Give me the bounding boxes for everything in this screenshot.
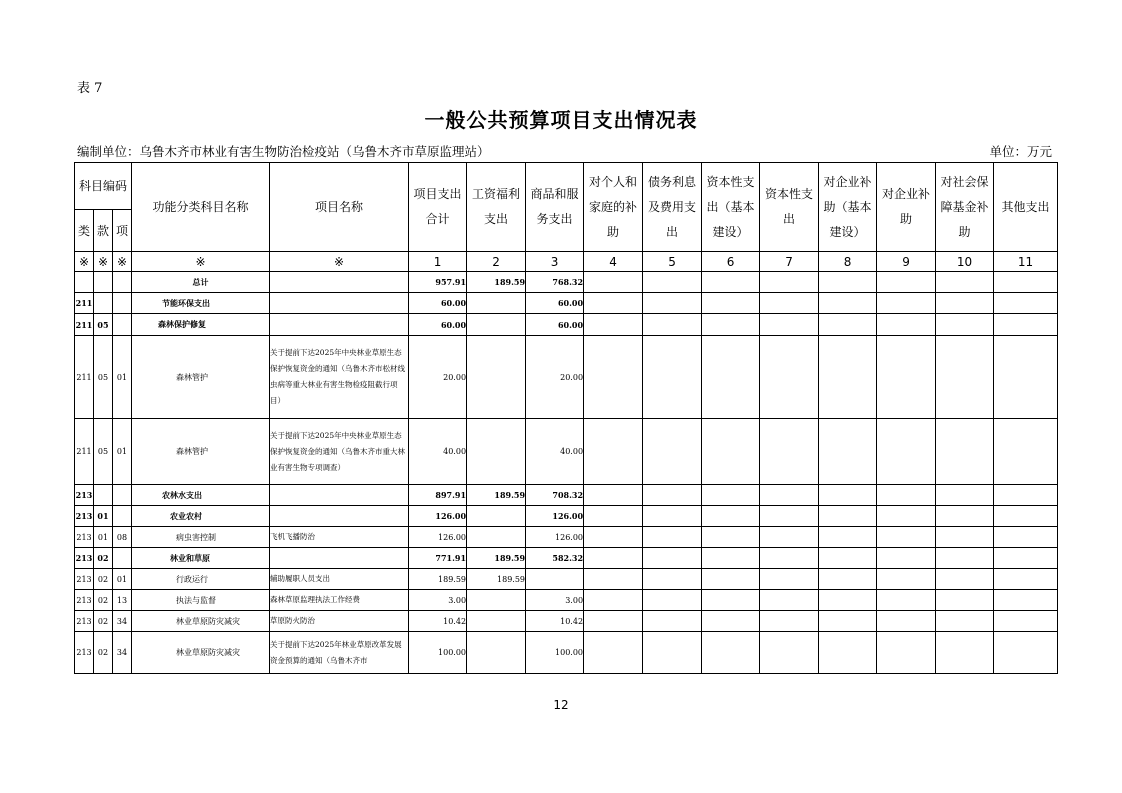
empty-amount-cell: [877, 314, 936, 336]
col-number: 6: [702, 252, 760, 272]
kuan-cell: 02: [94, 548, 113, 569]
empty-amount-cell: [994, 272, 1058, 293]
function-name-cell: 执法与监督: [132, 590, 270, 611]
empty-amount-cell: [702, 336, 760, 419]
column-number-row: [75, 252, 1058, 272]
wages-cell: [467, 506, 526, 527]
total-cell: 10.42: [409, 611, 467, 632]
total-cell: 957.91: [409, 272, 467, 293]
empty-amount-cell: [994, 506, 1058, 527]
empty-amount-cell: [760, 485, 819, 506]
mark-cell: ※: [75, 252, 94, 272]
empty-amount-cell: [819, 569, 877, 590]
empty-amount-cell: [760, 632, 819, 674]
empty-amount-cell: [702, 632, 760, 674]
table-row: [75, 590, 1058, 611]
xiang-cell: [113, 272, 132, 293]
empty-amount-cell: [819, 314, 877, 336]
empty-amount-cell: [702, 314, 760, 336]
empty-amount-cell: [936, 632, 994, 674]
empty-amount-cell: [643, 485, 702, 506]
xiang-cell: [113, 548, 132, 569]
xiang-cell: [113, 506, 132, 527]
lei-cell: 213: [75, 611, 94, 632]
kuan-cell: 05: [94, 419, 113, 485]
lei-cell: 211: [75, 314, 94, 336]
lei-cell: 213: [75, 527, 94, 548]
function-name-cell: 行政运行: [132, 569, 270, 590]
wages-cell: [467, 611, 526, 632]
project-name-cell: 森林草原监理执法工作经费: [270, 590, 409, 611]
project-name-cell: 辅助履职人员支出: [270, 569, 409, 590]
function-name-cell: 森林保护修复: [132, 314, 270, 336]
lei-cell: [75, 272, 94, 293]
project-name-cell: [270, 314, 409, 336]
empty-amount-cell: [584, 590, 643, 611]
col-other-header: 其他支出: [994, 163, 1058, 252]
project-name-cell: 草原防火防治: [270, 611, 409, 632]
empty-amount-cell: [702, 527, 760, 548]
empty-amount-cell: [994, 548, 1058, 569]
empty-amount-cell: [760, 548, 819, 569]
currency-unit: 单位：万元: [989, 144, 1052, 159]
empty-amount-cell: [643, 336, 702, 419]
goods-services-cell: 10.42: [526, 611, 584, 632]
empty-amount-cell: [877, 506, 936, 527]
empty-amount-cell: [702, 569, 760, 590]
function-name-cell: 林业和草原: [132, 548, 270, 569]
goods-services-cell: 40.00: [526, 419, 584, 485]
empty-amount-cell: [584, 485, 643, 506]
empty-amount-cell: [877, 590, 936, 611]
kuan-cell: [94, 272, 113, 293]
function-name-cell: 林业草原防灾减灾: [132, 632, 270, 674]
lei-cell: 213: [75, 632, 94, 674]
table-row: [75, 336, 1058, 419]
lei-cell: 211: [75, 336, 94, 419]
kuan-cell: 05: [94, 314, 113, 336]
empty-amount-cell: [877, 548, 936, 569]
kuan-cell: 02: [94, 632, 113, 674]
empty-amount-cell: [760, 590, 819, 611]
goods-services-cell: 60.00: [526, 314, 584, 336]
empty-amount-cell: [819, 527, 877, 548]
goods-services-cell: 60.00: [526, 293, 584, 314]
empty-amount-cell: [584, 506, 643, 527]
col-debt-interest-header: 债务利息及费用支出: [643, 163, 702, 252]
goods-services-cell: 20.00: [526, 336, 584, 419]
table-row: [75, 293, 1058, 314]
project-name-cell: [270, 272, 409, 293]
wages-cell: [467, 314, 526, 336]
lei-header: 类: [75, 210, 94, 252]
col-wages-header: 工资福利支出: [467, 163, 526, 252]
empty-amount-cell: [584, 336, 643, 419]
empty-amount-cell: [643, 527, 702, 548]
function-name-cell: 林业草原防灾减灾: [132, 611, 270, 632]
function-name-cell: 总计: [132, 272, 270, 293]
empty-amount-cell: [936, 272, 994, 293]
xiang-cell: [113, 314, 132, 336]
empty-amount-cell: [994, 611, 1058, 632]
empty-amount-cell: [994, 293, 1058, 314]
project-name-cell: 关于提前下达2025年中央林业草原生态保护恢复资金的通知（乌鲁木齐市松材线虫病等重大林业有害生物检疫阻截行项目）: [270, 336, 409, 419]
function-name-cell: 森林管护: [132, 336, 270, 419]
empty-amount-cell: [994, 527, 1058, 548]
empty-amount-cell: [584, 527, 643, 548]
table-row: [75, 485, 1058, 506]
xiang-cell: 34: [113, 611, 132, 632]
mark-cell: ※: [113, 252, 132, 272]
empty-amount-cell: [877, 527, 936, 548]
wages-cell: [467, 419, 526, 485]
empty-amount-cell: [643, 272, 702, 293]
empty-amount-cell: [819, 485, 877, 506]
empty-amount-cell: [819, 548, 877, 569]
xiang-cell: [113, 293, 132, 314]
total-cell: 60.00: [409, 293, 467, 314]
kuan-cell: 02: [94, 569, 113, 590]
table-row: [75, 506, 1058, 527]
subject-code-header: 科目编码: [75, 163, 132, 210]
col-capital-construction-header: 资本性支出（基本建设）: [702, 163, 760, 252]
table-row: [75, 272, 1058, 293]
empty-amount-cell: [819, 611, 877, 632]
empty-amount-cell: [936, 419, 994, 485]
total-cell: 60.00: [409, 314, 467, 336]
empty-amount-cell: [994, 314, 1058, 336]
total-cell: 40.00: [409, 419, 467, 485]
empty-amount-cell: [643, 506, 702, 527]
col-number: 2: [467, 252, 526, 272]
lei-cell: 213: [75, 590, 94, 611]
compiling-unit: 编制单位：乌鲁木齐市林业有害生物防治检疫站（乌鲁木齐市草原监理站）: [77, 144, 490, 159]
kuan-cell: 02: [94, 611, 113, 632]
col-number: 10: [936, 252, 994, 272]
empty-amount-cell: [936, 314, 994, 336]
empty-amount-cell: [702, 485, 760, 506]
empty-amount-cell: [819, 590, 877, 611]
goods-services-cell: 768.32: [526, 272, 584, 293]
empty-amount-cell: [643, 590, 702, 611]
empty-amount-cell: [584, 419, 643, 485]
goods-services-cell: 582.32: [526, 548, 584, 569]
total-cell: 20.00: [409, 336, 467, 419]
empty-amount-cell: [936, 611, 994, 632]
col-enterprise-subsidy-header: 对企业补助: [877, 163, 936, 252]
kuan-header: 款: [94, 210, 113, 252]
total-cell: 897.91: [409, 485, 467, 506]
total-cell: 126.00: [409, 506, 467, 527]
empty-amount-cell: [936, 527, 994, 548]
page-title: 一般公共预算项目支出情况表: [424, 108, 698, 132]
col-individual-subsidy-header: 对个人和家庭的补助: [584, 163, 643, 252]
empty-amount-cell: [643, 569, 702, 590]
empty-amount-cell: [760, 336, 819, 419]
empty-amount-cell: [702, 548, 760, 569]
empty-amount-cell: [877, 569, 936, 590]
empty-amount-cell: [994, 569, 1058, 590]
wages-cell: 189.59: [467, 485, 526, 506]
empty-amount-cell: [584, 272, 643, 293]
col-number: 9: [877, 252, 936, 272]
project-name-cell: [270, 506, 409, 527]
wages-cell: 189.59: [467, 548, 526, 569]
table-row: [75, 632, 1058, 674]
empty-amount-cell: [994, 632, 1058, 674]
kuan-cell: 02: [94, 590, 113, 611]
total-cell: 126.00: [409, 527, 467, 548]
col-capital-header: 资本性支出: [760, 163, 819, 252]
empty-amount-cell: [877, 632, 936, 674]
col-number: 11: [994, 252, 1058, 272]
empty-amount-cell: [877, 293, 936, 314]
lei-cell: 213: [75, 548, 94, 569]
total-cell: 189.59: [409, 569, 467, 590]
function-name-cell: 农业农村: [132, 506, 270, 527]
kuan-cell: [94, 293, 113, 314]
empty-amount-cell: [994, 590, 1058, 611]
col-number: 1: [409, 252, 467, 272]
empty-amount-cell: [936, 293, 994, 314]
empty-amount-cell: [760, 419, 819, 485]
table-row: [75, 314, 1058, 336]
empty-amount-cell: [760, 527, 819, 548]
empty-amount-cell: [877, 272, 936, 293]
project-name-cell: 关于提前下达2025年林业草原改革发展资金预算的通知（乌鲁木齐市: [270, 632, 409, 674]
empty-amount-cell: [584, 632, 643, 674]
kuan-cell: 05: [94, 336, 113, 419]
empty-amount-cell: [936, 590, 994, 611]
goods-services-cell: 126.00: [526, 506, 584, 527]
empty-amount-cell: [877, 336, 936, 419]
lei-cell: 213: [75, 569, 94, 590]
col-social-security-header: 对社会保障基金补助: [936, 163, 994, 252]
empty-amount-cell: [936, 336, 994, 419]
lei-cell: 213: [75, 485, 94, 506]
empty-amount-cell: [877, 419, 936, 485]
function-name-cell: 病虫害控制: [132, 527, 270, 548]
empty-amount-cell: [819, 419, 877, 485]
xiang-header: 项: [113, 210, 132, 252]
goods-services-cell: [526, 569, 584, 590]
empty-amount-cell: [936, 548, 994, 569]
empty-amount-cell: [702, 506, 760, 527]
table-row: [75, 569, 1058, 590]
col-number: 3: [526, 252, 584, 272]
empty-amount-cell: [760, 611, 819, 632]
empty-amount-cell: [819, 506, 877, 527]
empty-amount-cell: [819, 293, 877, 314]
empty-amount-cell: [819, 632, 877, 674]
empty-amount-cell: [760, 293, 819, 314]
empty-amount-cell: [643, 632, 702, 674]
empty-amount-cell: [584, 293, 643, 314]
goods-services-cell: 100.00: [526, 632, 584, 674]
wages-cell: 189.59: [467, 272, 526, 293]
xiang-cell: 01: [113, 336, 132, 419]
kuan-cell: 01: [94, 527, 113, 548]
empty-amount-cell: [643, 419, 702, 485]
project-name-cell: 飞机飞播防治: [270, 527, 409, 548]
empty-amount-cell: [760, 272, 819, 293]
empty-amount-cell: [702, 590, 760, 611]
mark-cell: ※: [94, 252, 113, 272]
wages-cell: 189.59: [467, 569, 526, 590]
wages-cell: [467, 293, 526, 314]
wages-cell: [467, 336, 526, 419]
col-number: 7: [760, 252, 819, 272]
xiang-cell: 01: [113, 569, 132, 590]
total-cell: 100.00: [409, 632, 467, 674]
empty-amount-cell: [760, 569, 819, 590]
empty-amount-cell: [643, 548, 702, 569]
project-name-header: 项目名称: [270, 163, 409, 252]
empty-amount-cell: [936, 485, 994, 506]
empty-amount-cell: [643, 611, 702, 632]
empty-amount-cell: [702, 293, 760, 314]
total-cell: 771.91: [409, 548, 467, 569]
empty-amount-cell: [877, 485, 936, 506]
empty-amount-cell: [702, 419, 760, 485]
col-number: 5: [643, 252, 702, 272]
xiang-cell: [113, 485, 132, 506]
xiang-cell: 08: [113, 527, 132, 548]
empty-amount-cell: [936, 506, 994, 527]
empty-amount-cell: [760, 314, 819, 336]
project-name-cell: 关于提前下达2025年中央林业草原生态保护恢复资金的通知（乌鲁木齐市重大林业有害生物专项调查）: [270, 419, 409, 485]
mark-cell: ※: [132, 252, 270, 272]
lei-cell: 211: [75, 293, 94, 314]
kuan-cell: 01: [94, 506, 113, 527]
xiang-cell: 01: [113, 419, 132, 485]
function-name-cell: 森林管护: [132, 419, 270, 485]
empty-amount-cell: [994, 485, 1058, 506]
empty-amount-cell: [760, 506, 819, 527]
xiang-cell: 34: [113, 632, 132, 674]
goods-services-cell: 126.00: [526, 527, 584, 548]
empty-amount-cell: [819, 272, 877, 293]
col-total-header: 项目支出合计: [409, 163, 467, 252]
table-row: [75, 419, 1058, 485]
empty-amount-cell: [994, 336, 1058, 419]
col-number: 4: [584, 252, 643, 272]
table-row: [75, 611, 1058, 632]
function-name-header: 功能分类科目名称: [132, 163, 270, 252]
project-name-cell: [270, 485, 409, 506]
empty-amount-cell: [936, 569, 994, 590]
wages-cell: [467, 527, 526, 548]
project-name-cell: [270, 293, 409, 314]
empty-amount-cell: [702, 272, 760, 293]
lei-cell: 211: [75, 419, 94, 485]
xiang-cell: 13: [113, 590, 132, 611]
empty-amount-cell: [643, 293, 702, 314]
function-name-cell: 农林水支出: [132, 485, 270, 506]
function-name-cell: 节能环保支出: [132, 293, 270, 314]
col-goods-services-header: 商品和服务支出: [526, 163, 584, 252]
table-row: [75, 548, 1058, 569]
col-number: 8: [819, 252, 877, 272]
goods-services-cell: 3.00: [526, 590, 584, 611]
empty-amount-cell: [702, 611, 760, 632]
empty-amount-cell: [994, 419, 1058, 485]
wages-cell: [467, 632, 526, 674]
empty-amount-cell: [643, 314, 702, 336]
total-cell: 3.00: [409, 590, 467, 611]
goods-services-cell: 708.32: [526, 485, 584, 506]
page-number: 12: [553, 698, 569, 712]
table-row: [75, 527, 1058, 548]
table-number-label: 表 7: [77, 81, 103, 96]
budget-table: [74, 162, 1058, 674]
empty-amount-cell: [584, 611, 643, 632]
mark-cell: ※: [270, 252, 409, 272]
wages-cell: [467, 590, 526, 611]
kuan-cell: [94, 485, 113, 506]
lei-cell: 213: [75, 506, 94, 527]
col-enterprise-construction-header: 对企业补助（基本建设）: [819, 163, 877, 252]
empty-amount-cell: [584, 569, 643, 590]
empty-amount-cell: [877, 611, 936, 632]
project-name-cell: [270, 548, 409, 569]
empty-amount-cell: [819, 336, 877, 419]
empty-amount-cell: [584, 548, 643, 569]
empty-amount-cell: [584, 314, 643, 336]
